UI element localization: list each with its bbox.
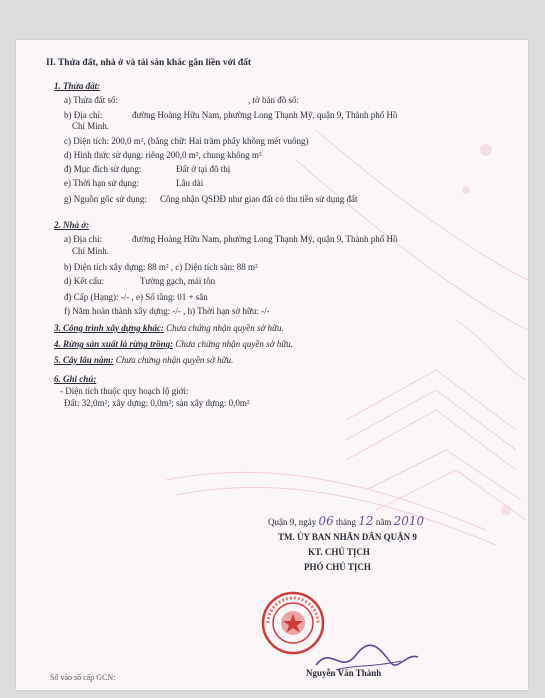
land-parcel-title: 1. Thửa đất: xyxy=(54,81,101,91)
house-address-label: a) Địa chỉ: xyxy=(64,234,102,244)
usage-form-line: d) Hình thức sử dụng: riêng 200,0 m², chung không m² xyxy=(64,150,262,160)
note-line-2: Đất: 32,0m²; xây dựng: 0,0m²; sàn xây dựng: 0,0m² xyxy=(64,398,250,408)
perennial-trees-title: 5. Cây lâu năm: xyxy=(54,355,114,365)
land-area-line: c) Diện tích: 200,0 m², (bằng chữ: Hai trăm phẩy không mét vuông) xyxy=(64,136,309,146)
signer-name: Nguyễn Văn Thành xyxy=(306,668,382,678)
structure-value: Tường gạch, mái tôn xyxy=(140,276,216,286)
other-construction-title: 3. Công trình xây dựng khác: xyxy=(54,323,164,333)
section-heading: II. Thửa đất, nhà ở và tài sản khác gắn liền với đất xyxy=(46,58,252,68)
notes-title: 6. Ghi chú: xyxy=(54,374,97,384)
place-date-line xyxy=(268,516,424,528)
certificate-page xyxy=(16,40,528,690)
house-area-line: b) Diện tích xây dựng: 88 m² , c) Diện tích sàn: 88 m² xyxy=(64,262,258,272)
land-address-label: b) Địa chỉ: xyxy=(64,110,103,120)
production-forest-title: 4. Rừng sản xuất là rừng trồng: xyxy=(54,339,174,349)
parcel-number-label: a) Thửa đất số: xyxy=(64,95,118,105)
other-construction-row xyxy=(54,323,284,334)
land-address-value: đường Hoàng Hữu Nam, phường Long Thạnh Mỹ, quận 9, Thành phố Hồ xyxy=(132,110,398,120)
origin-value: Công nhận QSDĐ như giao đất có thu tiền sử dụng đất xyxy=(160,194,358,204)
origin-label: g) Nguồn gốc sử dụng: xyxy=(64,194,147,204)
perennial-trees-row xyxy=(54,355,233,366)
production-forest-value: Chưa chứng nhận quyền sở hữu. xyxy=(175,339,293,349)
date-month: 12 xyxy=(358,514,374,528)
house-address-value: đường Hoàng Hữu Nam, phường Long Thạnh Mỹ, quận 9, Thành phố Hồ xyxy=(132,234,398,244)
perennial-trees-value: Chưa chứng nhận quyền sở hữu. xyxy=(115,355,234,365)
map-sheet-label: , tờ bản đồ số: xyxy=(248,95,300,105)
registry-number-label: Số vào sổ cấp GCN: xyxy=(50,673,116,682)
date-day: 06 xyxy=(318,514,334,528)
structure-label: d) Kết cấu: xyxy=(64,276,104,286)
authority-line-3: PHÓ CHỦ TỊCH xyxy=(304,562,371,572)
purpose-label: đ) Mục đích sử dụng: xyxy=(64,164,142,174)
grade-line: đ) Cấp (Hạng): -/- , e) Số tầng: 01 + sân xyxy=(64,292,208,302)
term-label: e) Thời hạn sử dụng: xyxy=(64,178,139,188)
year-label: năm xyxy=(375,517,392,527)
production-forest-row xyxy=(54,339,293,350)
completion-line: f) Năm hoàn thành xây dựng: -/- , h) Thời hạn sở hữu: -/- xyxy=(64,306,270,316)
house-address-value-cont: Chí Minh. xyxy=(72,246,110,256)
other-construction-value: Chưa chứng nhận quyền sở hữu. xyxy=(166,323,284,333)
date-year: 2010 xyxy=(393,514,425,528)
note-line-1: - Diện tích thuộc quy hoạch lộ giới: xyxy=(60,386,189,396)
term-value: Lâu dài xyxy=(176,178,204,188)
place-date-prefix: Quận 9, ngày xyxy=(268,517,317,527)
authority-line-2: KT. CHỦ TỊCH xyxy=(308,547,370,557)
purpose-value: Đất ở tại đô thị xyxy=(176,164,231,174)
month-label: tháng xyxy=(336,517,357,527)
house-title: 2. Nhà ở: xyxy=(54,220,90,230)
land-address-value-cont: Chí Minh. xyxy=(72,121,110,131)
authority-line-1: TM. ỦY BAN NHÂN DÂN QUẬN 9 xyxy=(278,532,417,542)
